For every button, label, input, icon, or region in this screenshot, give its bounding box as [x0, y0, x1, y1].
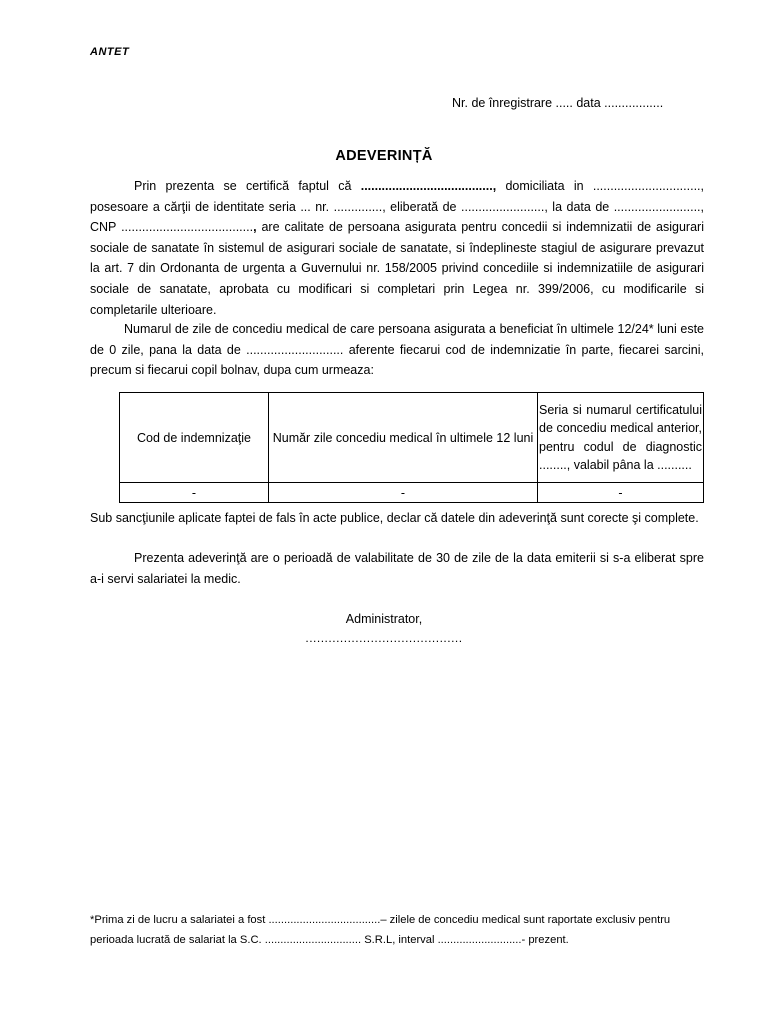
signature-title: Administrator, [345, 612, 423, 626]
table-row [120, 483, 704, 503]
cnp-comma: , [253, 220, 257, 235]
antet-label: ANTET [90, 46, 130, 58]
leave-days-paragraph: Numarul de zile de concediu medical de care persoana asigurata a beneficiat în ultimele 12/24* luni este de 0 zile, pana la data de ............................ aferente fiecarui cod de indemnizatie în parte, fiecarei sarcini, precum si fiecarui copil bolnav, dupa cum urmeaza: [90, 322, 704, 378]
footnote-line-2: perioada lucrată de salariat la S.C. ............................... S.R.L, interval ...........................- prezent. [90, 934, 569, 946]
footnote [90, 910, 704, 950]
cell-previous-certificate: - [538, 483, 704, 503]
header-leave-days: Număr zile concediu medical în ultimele 12 luni [269, 393, 538, 483]
certification-text-1: Prin prezenta se certifică faptul că [134, 179, 361, 193]
document-title: ADEVERINȚĂ [335, 148, 433, 164]
header-previous-certificate: Seria si numarul certificatului de concediu medical anterior, pentru codul de diagnostic ........, valabil pâna la .......... [538, 393, 704, 483]
registration-line: Nr. de înregistrare ..... data ................. [452, 96, 664, 110]
validity-paragraph: Prezenta adeverinţă are o perioadă de valabilitate de 30 de zile de la data emiterii si s-a eliberat spre a-i servi salariatei la medic. [90, 551, 704, 586]
certification-text-2: domiciliata in ..............................., posesoare a cărţii de identitate seria ... nr. .............., eliberată de ........................, la data de ........................., CNP ...................................... [90, 179, 704, 235]
employee-name-placeholder: ......................................, [360, 179, 497, 193]
signature-line: ......................................... [305, 631, 463, 645]
table-header-row [120, 393, 704, 483]
declaration-paragraph: Sub sancţiunile aplicate faptei de fals în acte publice, declar că datele din adeverinţă sunt corecte şi complete. [90, 511, 699, 525]
cell-leave-days: - [269, 483, 538, 503]
footnote-line-1: *Prima zi de lucru a salariatei a fost ....................................– zilele de concediu medical sunt raportate exclusiv pentru [90, 914, 671, 926]
leave-table [119, 392, 704, 503]
cell-indemnity-code: - [120, 483, 269, 503]
certification-paragraph [90, 176, 704, 320]
certification-text-3: are calitate de persoana asigurata pentru concedii si indemnizatii de asigurari sociale de sanatate în sistemul de asigurari sociale de sanatate, si îndeplineste stagiul de asigurare prevazut la art. 7 din Ordonanta de urgenta a Guvernului nr. 158/2005 privind concediile si indemnizatiile de asigurari sociale de sanatate, aprobata cu modificari si completari prin Legea nr. 399/2006, cu modificarile si completarile ulterioare. [90, 220, 704, 317]
header-indemnity-code: Cod de indemnizaţie [120, 393, 269, 483]
